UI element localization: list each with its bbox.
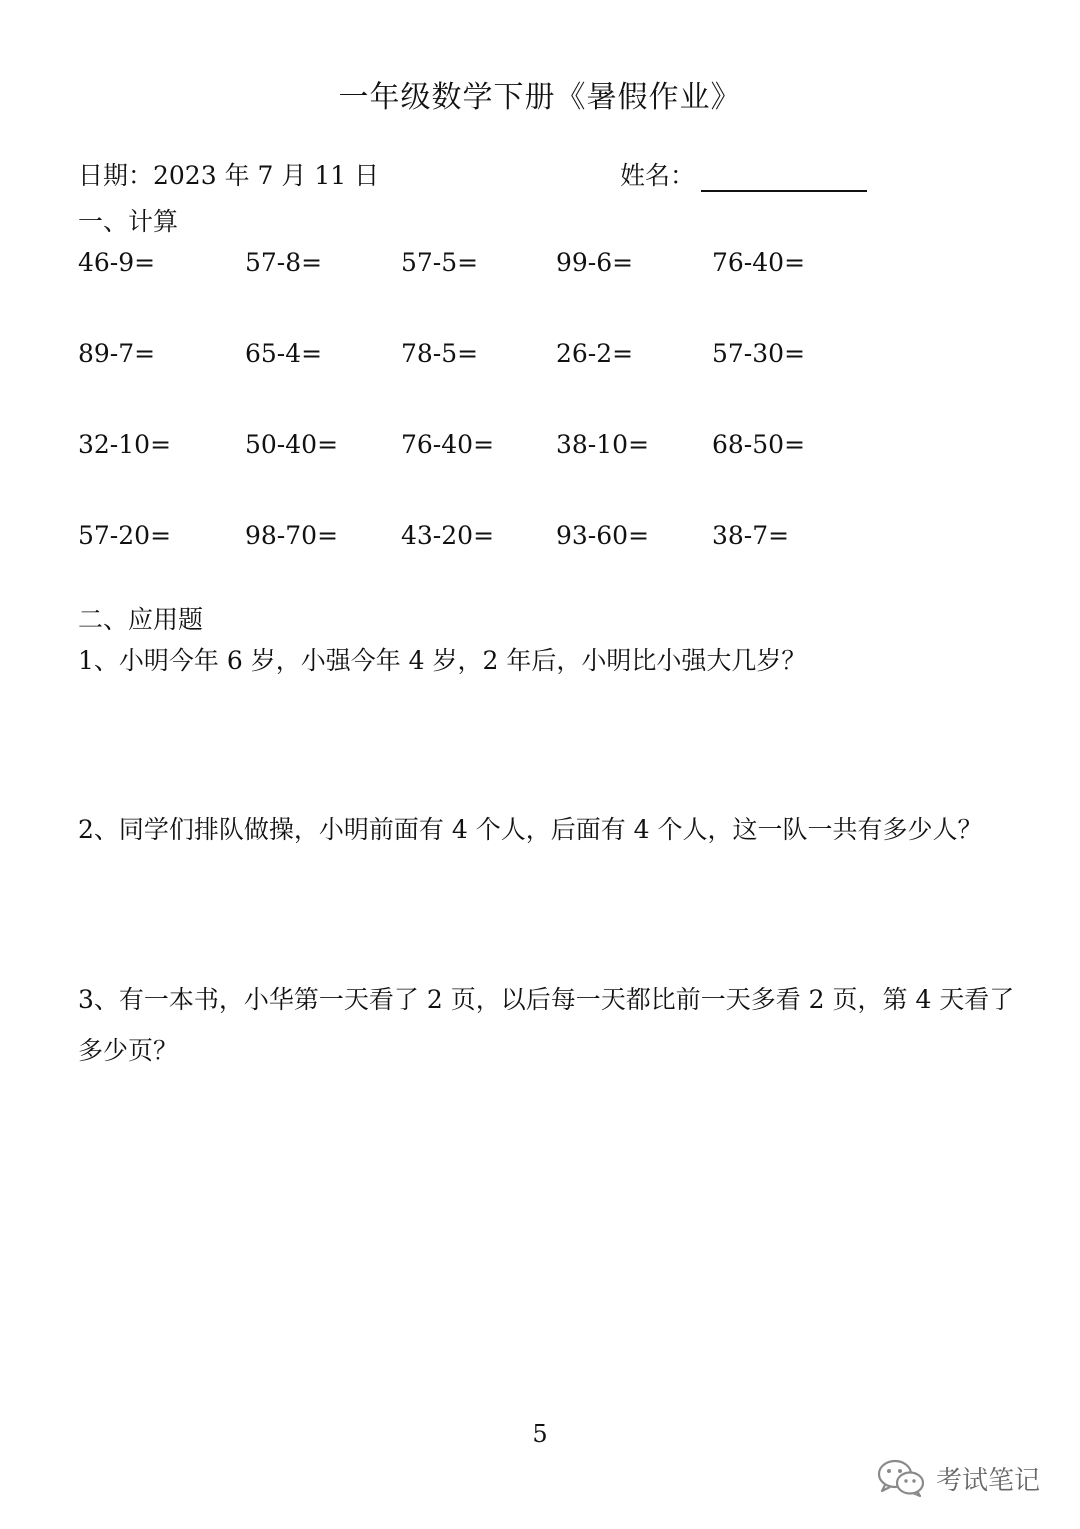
calc-row <box>78 521 938 612</box>
calc-item: 50-40= <box>245 430 339 459</box>
calc-item: 78-5= <box>401 339 479 368</box>
calc-item: 57-5= <box>401 248 479 277</box>
calc-item: 98-70= <box>245 521 339 550</box>
calc-row <box>78 430 938 521</box>
calc-item: 76-40= <box>712 248 806 277</box>
calc-item: 57-8= <box>245 248 323 277</box>
calc-row <box>78 248 938 339</box>
page-title: 一年级数学下册《暑假作业》 <box>338 80 742 115</box>
calc-item: 43-20= <box>401 521 495 550</box>
watermark <box>876 1458 1040 1498</box>
calc-item: 57-20= <box>78 521 172 550</box>
wechat-icon <box>876 1458 926 1498</box>
name-label: 姓名： <box>620 161 696 190</box>
word-problem-1: 1、小明今年 6 岁，小强今年 4 岁，2 年后，小明比小强大几岁？ <box>78 646 807 675</box>
calc-item: 99-6= <box>556 248 634 277</box>
section-heading-calculation: 一、计算 <box>78 207 179 236</box>
calc-item: 76-40= <box>401 430 495 459</box>
calc-item: 65-4= <box>245 339 323 368</box>
watermark-text: 考试笔记 <box>936 1465 1041 1496</box>
calculation-grid <box>78 248 938 612</box>
calc-item: 26-2= <box>556 339 634 368</box>
calc-row <box>78 339 938 430</box>
name-blank-line <box>701 162 867 192</box>
section-heading-word-problems: 二、应用题 <box>78 605 204 634</box>
calc-item: 38-10= <box>556 430 650 459</box>
date-text: 日期：2023 年 7 月 11 日 <box>78 161 380 190</box>
calc-item: 93-60= <box>556 521 650 550</box>
calc-item: 46-9= <box>78 248 156 277</box>
word-problem-3: 3、有一本书，小华第一天看了 2 页，以后每一天都比前一天多看 2 页，第 4 天看了多少页？ <box>78 985 1015 1065</box>
page-number: 5 <box>532 1420 548 1448</box>
word-problem-2: 2、同学们排队做操，小明前面有 4 个人，后面有 4 个人，这一队一共有多少人？ <box>78 815 983 844</box>
calc-item: 68-50= <box>712 430 806 459</box>
calc-item: 89-7= <box>78 339 156 368</box>
calc-item: 32-10= <box>78 430 172 459</box>
calc-item: 38-7= <box>712 521 790 550</box>
name-field <box>620 156 867 192</box>
calc-item: 57-30= <box>712 339 806 368</box>
